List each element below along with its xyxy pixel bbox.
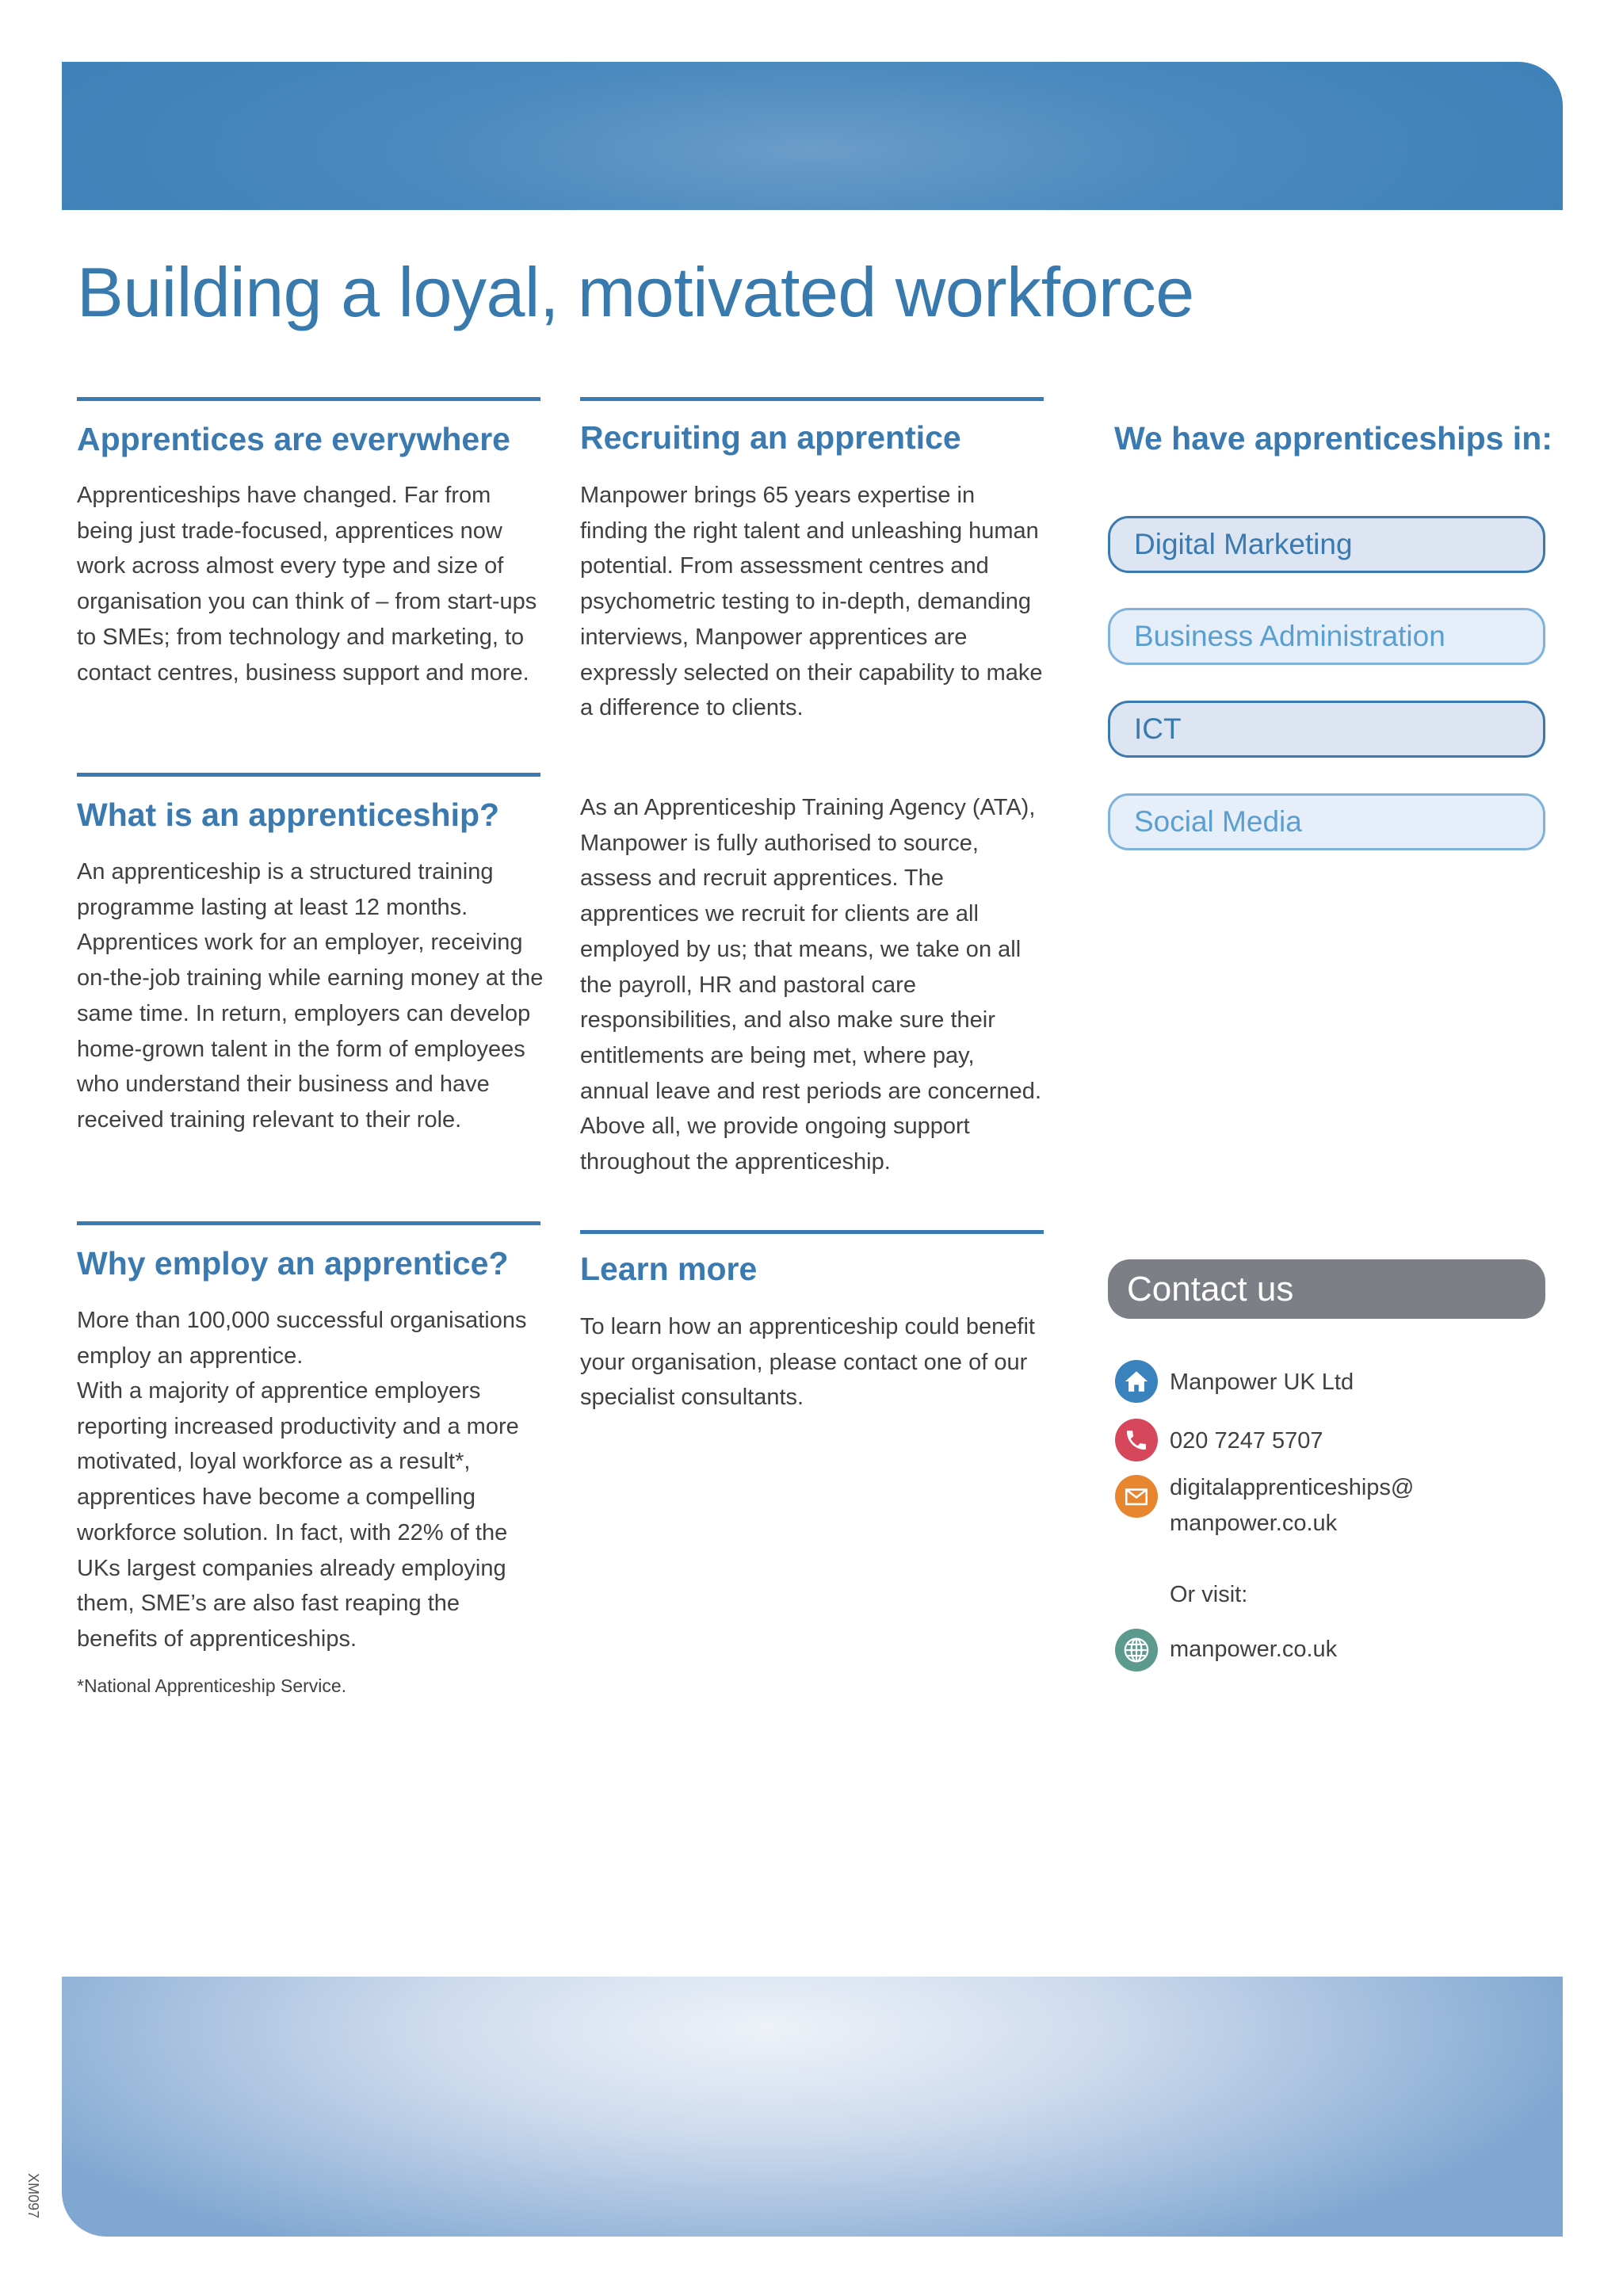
top-banner: [62, 62, 1563, 210]
recruiting-heading: Recruiting an apprentice: [580, 419, 961, 456]
or-visit-label: Or visit:: [1170, 1582, 1248, 1607]
footnote: *National Apprenticeship Service.: [77, 1675, 347, 1696]
page-title: Building a loyal, motivated workforce: [77, 253, 1194, 331]
website-link[interactable]: manpower.co.uk: [1170, 1637, 1338, 1662]
section-divider: [77, 773, 540, 777]
globe-icon: [1115, 1629, 1158, 1671]
why-employ-text-b: With a majority of apprentice employers reporting increased productivity and a more motivated, loyal workforce as a result*, apprentices have become a compelling workforce solution. In fact, with 22% of the UKs largest companies already employing them, SME’s are also fast reaping the benefits of apprenticeships.: [77, 1378, 519, 1652]
email-line-1[interactable]: digitalapprenticeships@: [1170, 1475, 1415, 1500]
apprentices-everywhere-heading: Apprentices are everywhere: [77, 421, 510, 457]
bottom-banner: [62, 1977, 1563, 2237]
apprenticeship-business-administration: Business Administration: [1108, 608, 1545, 665]
phone-icon: [1115, 1419, 1158, 1461]
email-line-2[interactable]: manpower.co.uk: [1170, 1511, 1338, 1536]
section-divider: [580, 397, 1044, 401]
home-icon: [1115, 1360, 1158, 1403]
company-name: Manpower UK Ltd: [1170, 1370, 1354, 1395]
section-divider: [77, 1221, 540, 1225]
contact-us-title: Contact us: [1127, 1269, 1294, 1308]
phone-number[interactable]: 020 7247 5707: [1170, 1428, 1323, 1454]
email-icon: [1115, 1475, 1158, 1518]
apprentices-everywhere-text: Apprenticeships have changed. Far from being just trade-focused, apprentices now work across almost every type and size of organisation you can think of – from start-ups to SMEs; from technology and marketing, to contact centres, business support and more.: [77, 483, 537, 686]
apprenticeship-social-media: Social Media: [1108, 793, 1545, 850]
apprenticeships-heading: We have apprenticeships in:: [1114, 420, 1552, 457]
contact-us-header: [1108, 1259, 1545, 1319]
what-is-apprenticeship-heading: What is an apprenticeship?: [77, 797, 500, 833]
apprenticeship-digital-marketing: Digital Marketing: [1108, 516, 1545, 573]
learn-more-text: To learn how an apprenticeship could benefit your organisation, please contact one of our specialist consultants.: [580, 1314, 1035, 1411]
why-employ-heading: Why employ an apprentice?: [77, 1245, 509, 1282]
learn-more-heading: Learn more: [580, 1251, 758, 1287]
apprenticeship-ict: ICT: [1108, 701, 1545, 758]
section-divider: [580, 1230, 1044, 1234]
ata-text: As an Apprenticeship Training Agency (ATA), Manpower is fully authorised to source, assess and recruit apprentices. The apprentices we recruit for clients are all employed by us; that means, we take on all the payroll, HR and pastoral care responsibilities, and also make sure their entitlements are being met, where pay, annual leave and rest periods are concerned. Above all, we provide ongoing support throughout the apprenticeship.: [580, 795, 1041, 1175]
section-divider: [77, 397, 540, 401]
document-code: XM097: [25, 2173, 41, 2219]
recruiting-text: Manpower brings 65 years expertise in finding the right talent and unleashing human potential. From assessment centres and psychometric testing to in-depth, demanding interviews, Manpower apprentices are expressly selected on their capability to make a difference to clients.: [580, 483, 1043, 721]
why-employ-text-a: More than 100,000 successful organisations employ an apprentice.: [77, 1308, 527, 1369]
what-is-apprenticeship-text: An apprenticeship is a structured training programme lasting at least 12 months. Apprentices work for an employer, receiving on-the-job training while earning money at the same time. In return, employers can develop home-grown talent in the form of employees who understand their business and have received training relevant to their role.: [77, 859, 544, 1133]
